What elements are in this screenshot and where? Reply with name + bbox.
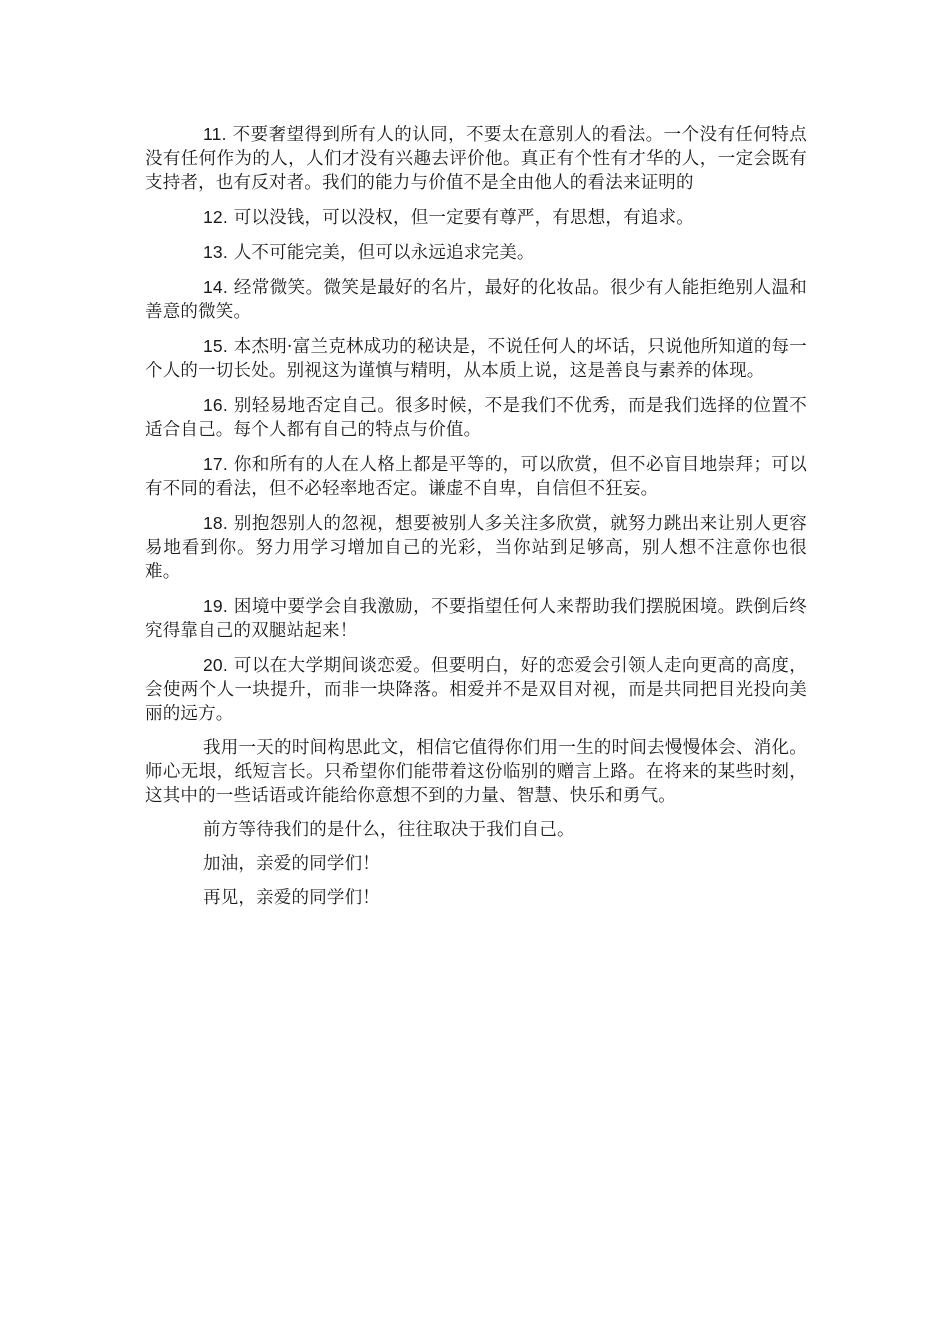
closing-paragraph: 前方等待我们的是什么，往往取决于我们自己。 bbox=[203, 820, 575, 840]
paragraph-text: 不要奢望得到所有人的认同，不要太在意别人的看法。一个没有任何特点没有任何作为的人，人们才没有兴趣去评价他。真正有个性有才华的人，一定会既有支持者，也有反对者。我们的能力与价值不是全由他人的看法来证明的 bbox=[145, 125, 808, 193]
numbered-paragraph bbox=[145, 594, 807, 643]
paragraph-number: 11. bbox=[203, 124, 227, 144]
paragraph-text: 你和所有的人在人格上都是平等的，可以欣赏，但不必盲目地崇拜；可以有不同的看法，但不必轻率地否定。谦虚不自卑，自信但不狂妄。 bbox=[145, 455, 807, 499]
closing-paragraph: 加油，亲爱的同学们！ bbox=[203, 854, 380, 874]
numbered-paragraph bbox=[145, 275, 807, 324]
numbered-paragraph bbox=[145, 205, 807, 230]
numbered-paragraph bbox=[145, 452, 807, 501]
paragraph-text: 经常微笑。微笑是最好的名片，最好的化妆品。很少有人能拒绝别人温和善意的微笑。 bbox=[145, 278, 807, 322]
numbered-paragraph bbox=[145, 240, 807, 265]
paragraph-text: 困境中要学会自我激励，不要指望任何人来帮助我们摆脱困境。跌倒后终究得靠自己的双腿站起来！ bbox=[145, 597, 807, 641]
paragraph-number: 20. bbox=[203, 655, 228, 675]
paragraph-text: 可以在大学期间谈恋爱。但要明白，好的恋爱会引领人走向更高的高度，会使两个人一块提升，而非一块降落。相爱并不是双目对视，而是共同把目光投向美丽的远方。 bbox=[145, 656, 807, 724]
paragraph-text: 别轻易地否定自己。很多时候，不是我们不优秀，而是我们选择的位置不适合自己。每个人都有自己的特点与价值。 bbox=[145, 396, 807, 440]
paragraph-text: 别抱怨别人的忽视，想要被别人多关注多欣赏，就努力跳出来让别人更容易地看到你。努力用学习增加自己的光彩，当你站到足够高，别人想不注意你也很难。 bbox=[145, 514, 807, 582]
numbered-paragraph bbox=[145, 334, 807, 383]
paragraph-number: 18. bbox=[203, 513, 228, 533]
paragraph-text: 本杰明·富兰克林成功的秘诀是，不说任何人的坏话，只说他所知道的每一个人的一切长处。别视这为谨慎与精明，从本质上说，这是善良与素养的体现。 bbox=[145, 337, 807, 381]
paragraph-text: 人不可能完美，但可以永远追求完美。 bbox=[233, 243, 535, 263]
paragraph-number: 12. bbox=[203, 207, 228, 227]
paragraph-number: 14. bbox=[203, 277, 228, 297]
numbered-paragraph bbox=[145, 393, 807, 442]
numbered-paragraph bbox=[145, 122, 807, 195]
paragraph-number: 15. bbox=[203, 336, 228, 356]
closing-paragraph: 再见，亲爱的同学们！ bbox=[203, 888, 380, 908]
numbered-paragraph bbox=[145, 511, 807, 584]
document-page bbox=[145, 122, 807, 920]
numbered-paragraph bbox=[145, 653, 807, 726]
paragraph-text: 可以没钱，可以没权，但一定要有尊严，有思想，有追求。 bbox=[233, 208, 694, 228]
paragraph-number: 13. bbox=[203, 242, 228, 262]
paragraph-number: 17. bbox=[203, 454, 228, 474]
closing-paragraph: 我用一天的时间构思此文，相信它值得你们用一生的时间去慢慢体会、消化。师心无垠，纸短言长。只希望你们能带着这份临别的赠言上路。在将来的某些时刻，这其中的一些话语或许能给你意想不到的力量、智慧、快乐和勇气。 bbox=[145, 738, 807, 806]
paragraph-number: 19. bbox=[203, 596, 228, 616]
paragraph-number: 16. bbox=[203, 395, 228, 415]
